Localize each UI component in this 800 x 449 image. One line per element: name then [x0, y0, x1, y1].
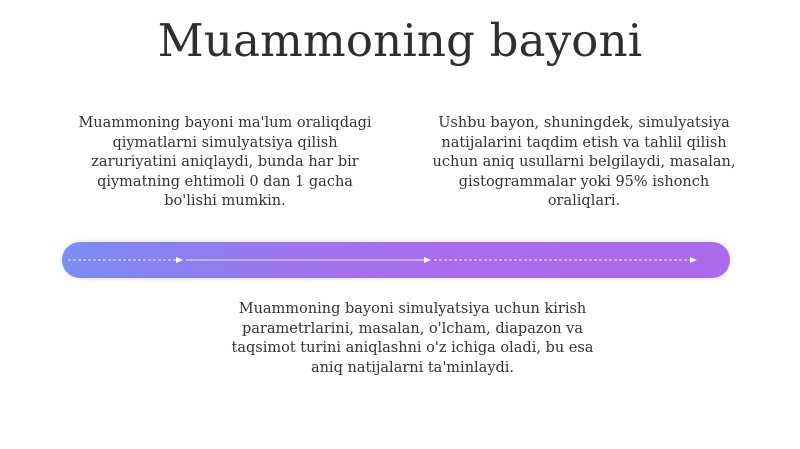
timeline-bar — [62, 242, 730, 278]
timeline-arrows — [62, 242, 730, 278]
arrow-head-icon — [690, 257, 697, 263]
arrow-head-icon — [176, 257, 183, 263]
slide-title: Muammoning bayoni — [157, 14, 643, 67]
arrow-head-icon — [424, 257, 431, 263]
paragraph-top-right: Ushbu bayon, shuningdek, simulyatsiya natijalarini taqdim etish va tahlil qilish uchun aniq usullarni belgilaydi, masalan, gistogrammalar yoki 95% ishonch oraliqlari. — [432, 115, 736, 209]
paragraph-bottom: Muammoning bayoni simulyatsiya uchun kirish parametrlarini, masalan, o'lcham, diapazon va taqsimot turini aniqlashni o'z ichiga oladi, bu esa aniq natijalarni ta'minlaydi. — [231, 301, 594, 376]
paragraph-top-left: Muammoning bayoni ma'lum oraliqdagi qiymatlarni simulyatsiya qilish zaruriyatini aniqlaydi, bunda har bir qiymatning ehtimoli 0 dan 1 gacha bo'lishi mumkin. — [78, 115, 372, 209]
